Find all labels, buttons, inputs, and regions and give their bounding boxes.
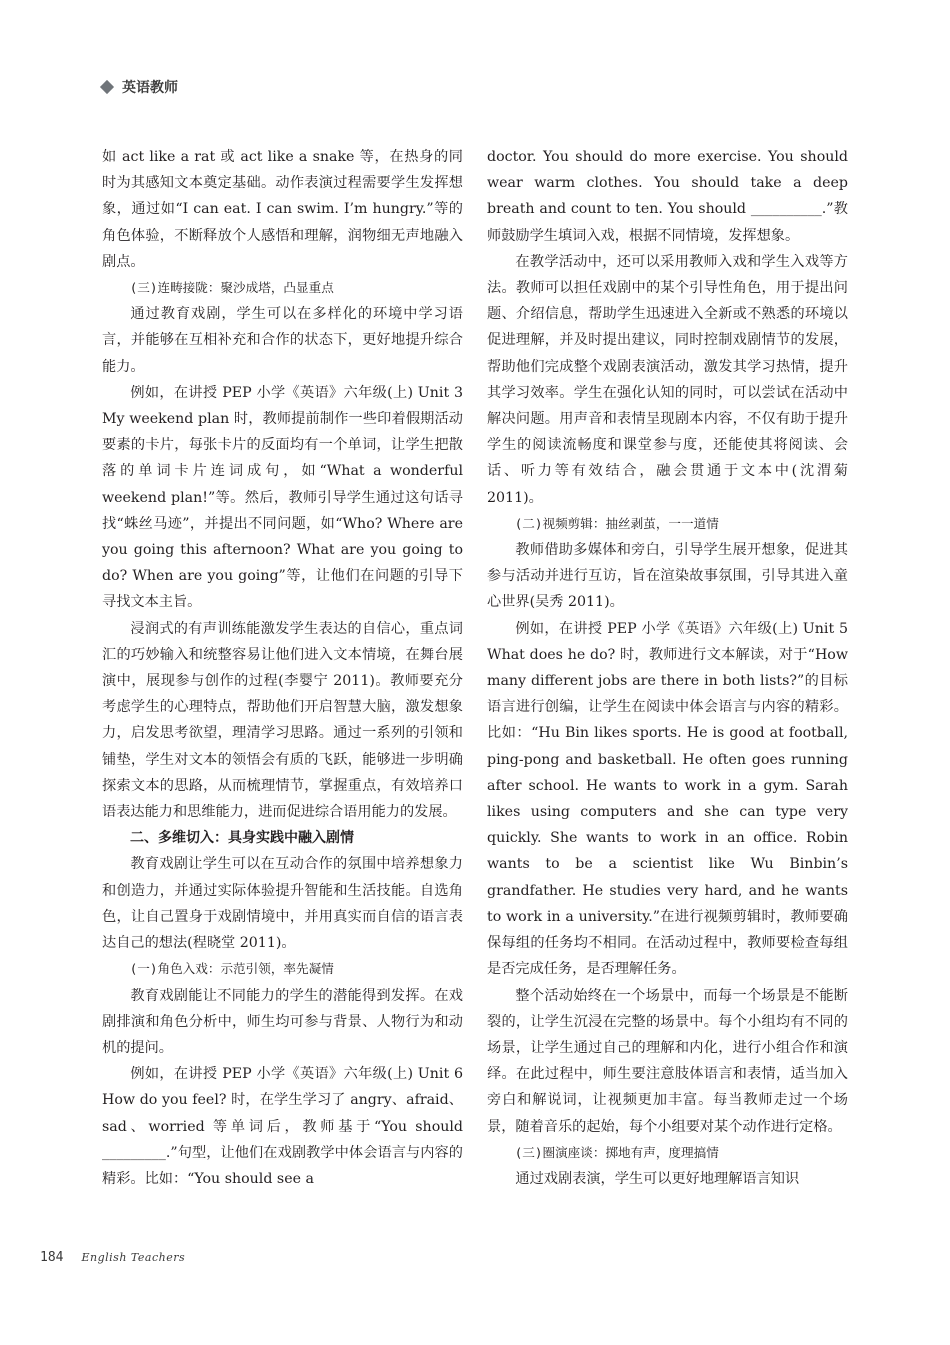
paragraph: 通过教育戏剧，学生可以在多样化的环境中学习语言，并能够在互相补充和合作的状态下，更好地提升综合能力。 — [102, 306, 463, 375]
subsection-heading: (二)视频剪辑：抽丝剥茧，一一道情 — [514, 515, 719, 531]
paragraph: 例如，在讲授 PEP 小学《英语》六年级(上) Unit 3 My weekend plan 时，教师提前制作一些印着假期活动要素的卡片，每张卡片的反面均有一个单词，让学生把散落的单词卡片连词成句，如“What a wonderful weekend plan!”等。然后，教师引导学生通过这句话寻找“蛛丝马迹”，并提出不同问题，如“Who? Where are you going this afternoon? What are you going to do? When are you going”等，让他们在问题的引导下寻找文本主旨。 — [102, 384, 463, 611]
section-heading: 二、多维切入：具身实践中融入剧情 — [130, 830, 354, 847]
running-header — [102, 76, 178, 98]
page-footer — [40, 1250, 185, 1265]
paragraph: 整个活动始终在一个场景中，而每一个场景是不能断裂的，让学生沉浸在完整的场景中。每个小组均有不同的场景，让学生通过自己的理解和内化，进行小组合作和演绎。在此过程中，师生要注意肢体语言和表情，适当加入旁白和解说词，让视频更加丰富。每当教师走过一个场景，随着音乐的起始，每个小组要对某个动作进行定格。 — [487, 987, 848, 1135]
paragraph: 浸润式的有声训练能激发学生表达的自信心，重点词汇的巧妙输入和统整容易让他们进入文本情境，在舞台展演中，展现参与创作的过程(李婴宁 2011)。教师要充分考虑学生的心理特点，帮助他们开启智慧大脑，激发想象力，启发思考欲望，理清学习思路。通过一系列的引领和铺垫，学生对文本的领悟会有质的飞跃，能够进一步明确探索文本的思路，从而梳理情节，掌握重点，有效培养口语表达能力和思维能力，进而促进综合语用能力的发展。 — [102, 620, 463, 821]
subsection-heading: (三)连畴接陇：聚沙成塔，凸显重点 — [129, 280, 334, 296]
diamond-bullet-icon — [100, 80, 114, 94]
left-column — [102, 144, 463, 1192]
paragraph: 教师借助多媒体和旁白，引导学生展开想象，促进其参与活动并进行互访，旨在渲染故事氛围，引导其进入童心世界(吴秀 2011)。 — [487, 542, 848, 611]
paragraph: 通过戏剧表演，学生可以更好地理解语言知识 — [515, 1170, 800, 1187]
paragraph: 教育戏剧能让不同能力的学生的潜能得到发挥。在戏剧排演和角色分析中，师生均可参与背景、人物行为和动机的提问。 — [102, 987, 463, 1056]
paragraph: 例如，在讲授 PEP 小学《英语》六年级(上) Unit 5 What does he do? 时，教师进行文本解读，对于“How many different jobs are there in both lists?”的目标语言进行创编，让学生在阅读中体会语言与内容的精彩。比如：“Hu Bin likes sports. He is good at football, ping-pong and basketball. He often goes running after school. He wants to work in a gym. Sarah likes using computers and she can type very quickly. She wants to work in an office. Robin wants to be a scientist like Wu Binbin’s grandfather. He studies very hard, and he wants to work in a university.”在进行视频剪辑时，教师要确保每组的任务均不相同。在活动过程中，教师要检查每组是否完成任务，是否理解任务。 — [487, 620, 848, 978]
paragraph: doctor. You should do more exercise. You should wear warm clothes. You should take a deep breath and count to ten. You should __________.”教师鼓励学生填词入戏，根据不同情境，发挥想象。 — [487, 149, 848, 244]
paragraph: 在教学活动中，还可以采用教师入戏和学生入戏等方法。教师可以担任戏剧中的某个引导性角色，用于提出问题、介绍信息，帮助学生迅速进入全新或不熟悉的环境以促进理解，并及时提出建议，同时控制戏剧情节的发展，帮助他们完成整个戏剧表演活动，激发其学习热情，提升其学习效率。学生在强化认知的同时，可以尝试在活动中解决问题。用声音和表情呈现剧本内容，不仅有助于提升学生的阅读流畅度和课堂参与度，还能使其将阅读、会话、听力等有效结合，融会贯通于文本中(沈渭菊 2011)。 — [487, 253, 848, 506]
journal-english-title: English Teachers — [81, 1251, 186, 1264]
paragraph: 教育戏剧让学生可以在互动合作的氛围中培养想象力和创造力，并通过实际体验提升智能和生活技能。自选角色，让自己置身于戏剧情境中，并用真实而自信的语言表达自己的想法(程晓堂 2011)。 — [102, 856, 463, 952]
right-column — [487, 144, 848, 1192]
subsection-heading: (一)角色入戏：示范引领，率先凝情 — [129, 961, 334, 977]
paragraph: 例如，在讲授 PEP 小学《英语》六年级(上) Unit 6 How do you feel? 时，在学生学习了 angry、afraid、sad、worried 等单词后，教师基于“You should _________.”句型，让他们在戏剧教学中体会语言与内容的精彩。比如：“You should see a — [102, 1066, 463, 1187]
page-number: 184 — [40, 1250, 64, 1265]
journal-title: 英语教师 — [122, 80, 178, 96]
subsection-heading: (三)圈演座谈：掷地有声，度理搞情 — [514, 1144, 719, 1160]
paragraph: 如 act like a rat 或 act like a snake 等，在热身的同时为其感知文本奠定基础。动作表演过程需要学生发挥想象，通过如“I can eat. I can swim. I’m hungry.”等的角色体验，不断释放个人感悟和理解，润物细无声地融入剧点。 — [102, 149, 463, 270]
